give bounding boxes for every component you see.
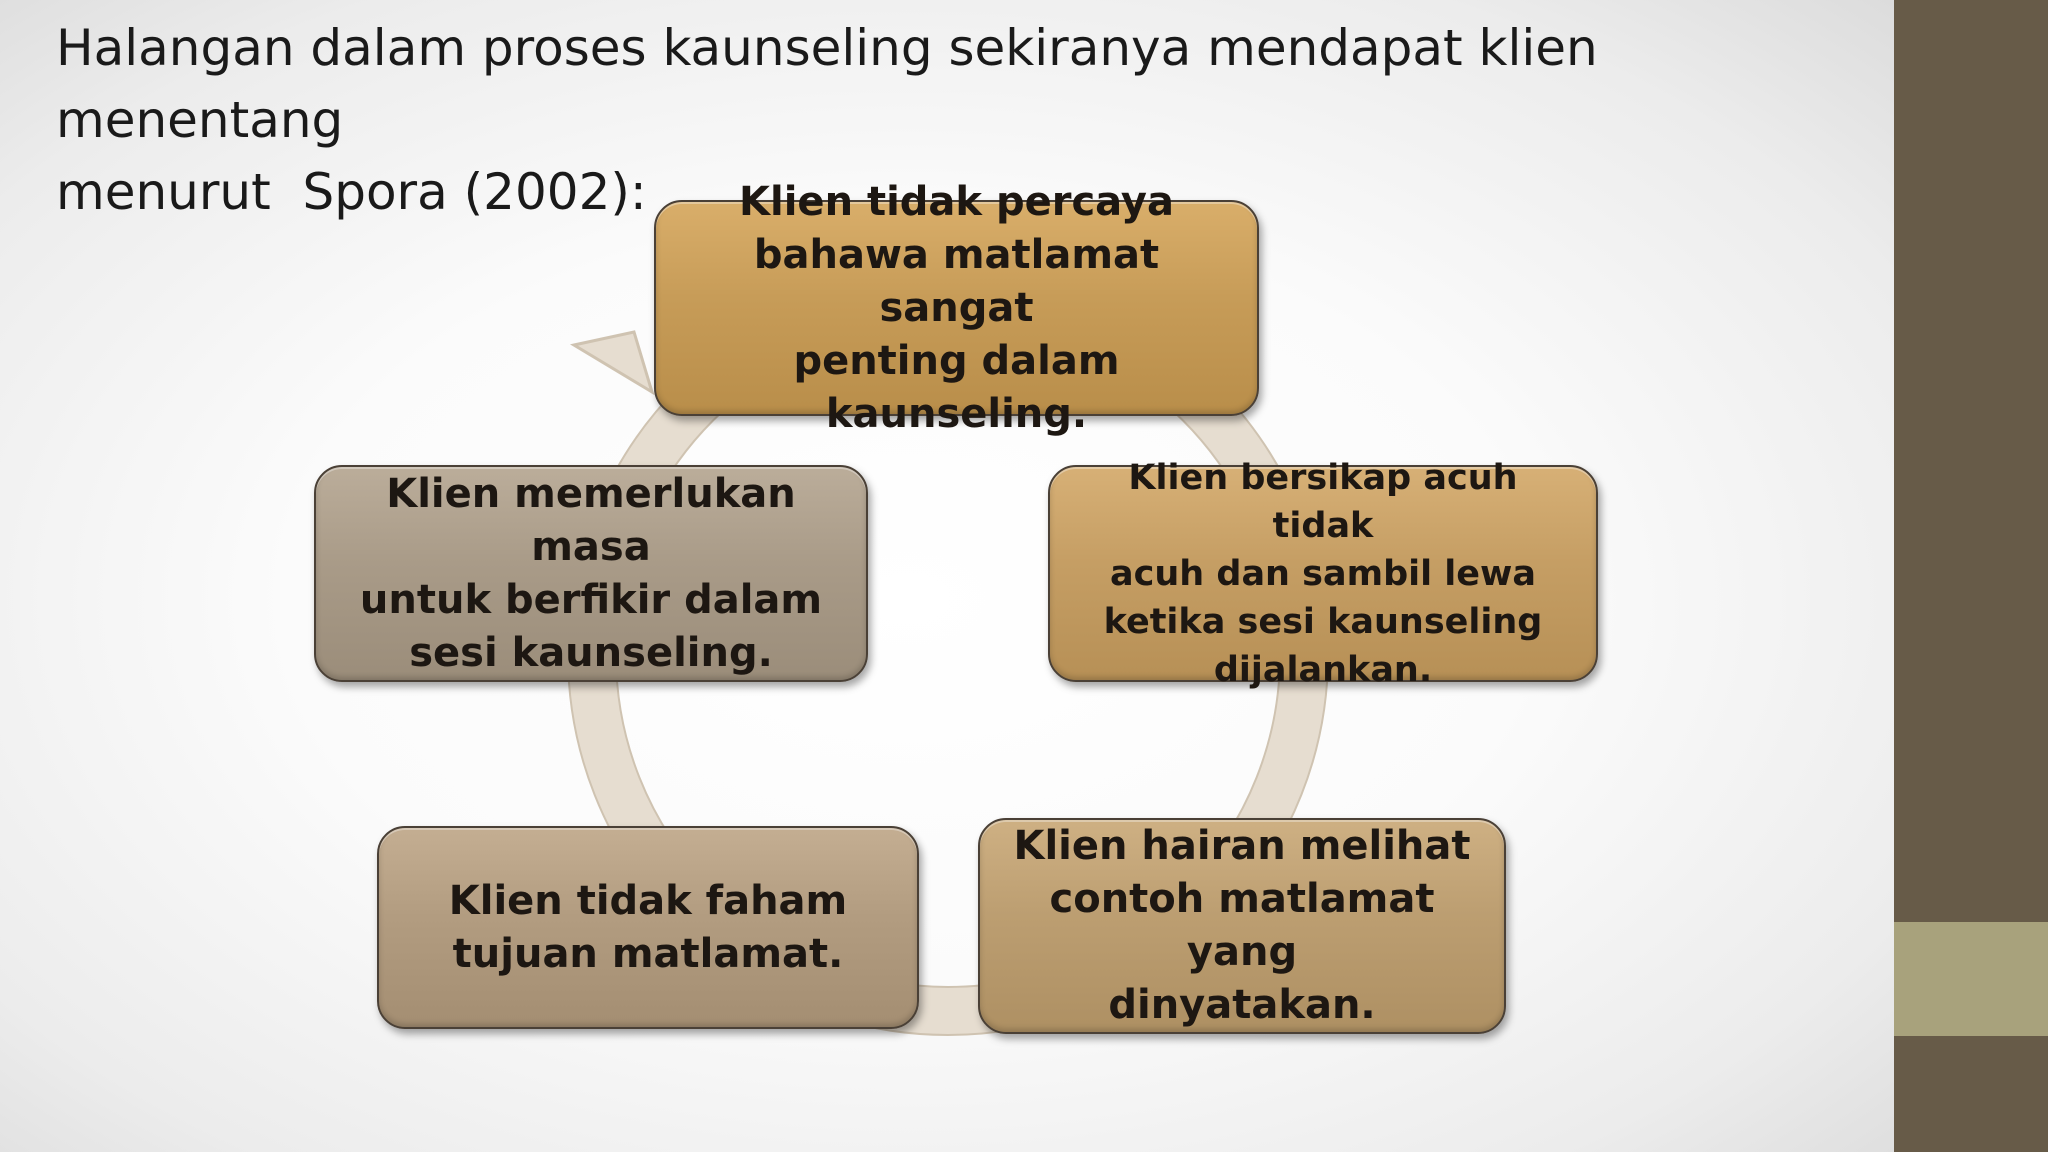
cycle-arrowhead xyxy=(574,332,652,392)
node-bottom-left-text: Klien tidak faham tujuan matlamat. xyxy=(448,877,848,977)
node-right-text: Klien bersikap acuh tidak acuh dan sambil lewa ketika sesi kaunseling dijalankan. xyxy=(1103,457,1543,690)
node-top xyxy=(654,178,1259,437)
node-bottom-left xyxy=(377,826,919,1029)
node-left xyxy=(314,465,868,682)
slide-title-line-1: Halangan dalam proses kaunseling sekiranya mendapat klien menentang xyxy=(56,19,1598,149)
slide-title-line-2: menurut Spora (2002): xyxy=(56,163,647,221)
node-top-text: Klien tidak percaya bahawa matlamat sangat penting dalam kaunseling. xyxy=(739,178,1174,437)
node-right xyxy=(1048,457,1598,690)
node-bottom-right xyxy=(978,818,1506,1034)
node-left-text: Klien memerlukan masa untuk berfikir dalam sesi kaunseling. xyxy=(359,470,823,676)
node-bottom-right-text: Klien hairan melihat contoh matlamat yang dinyatakan. xyxy=(1013,823,1471,1028)
